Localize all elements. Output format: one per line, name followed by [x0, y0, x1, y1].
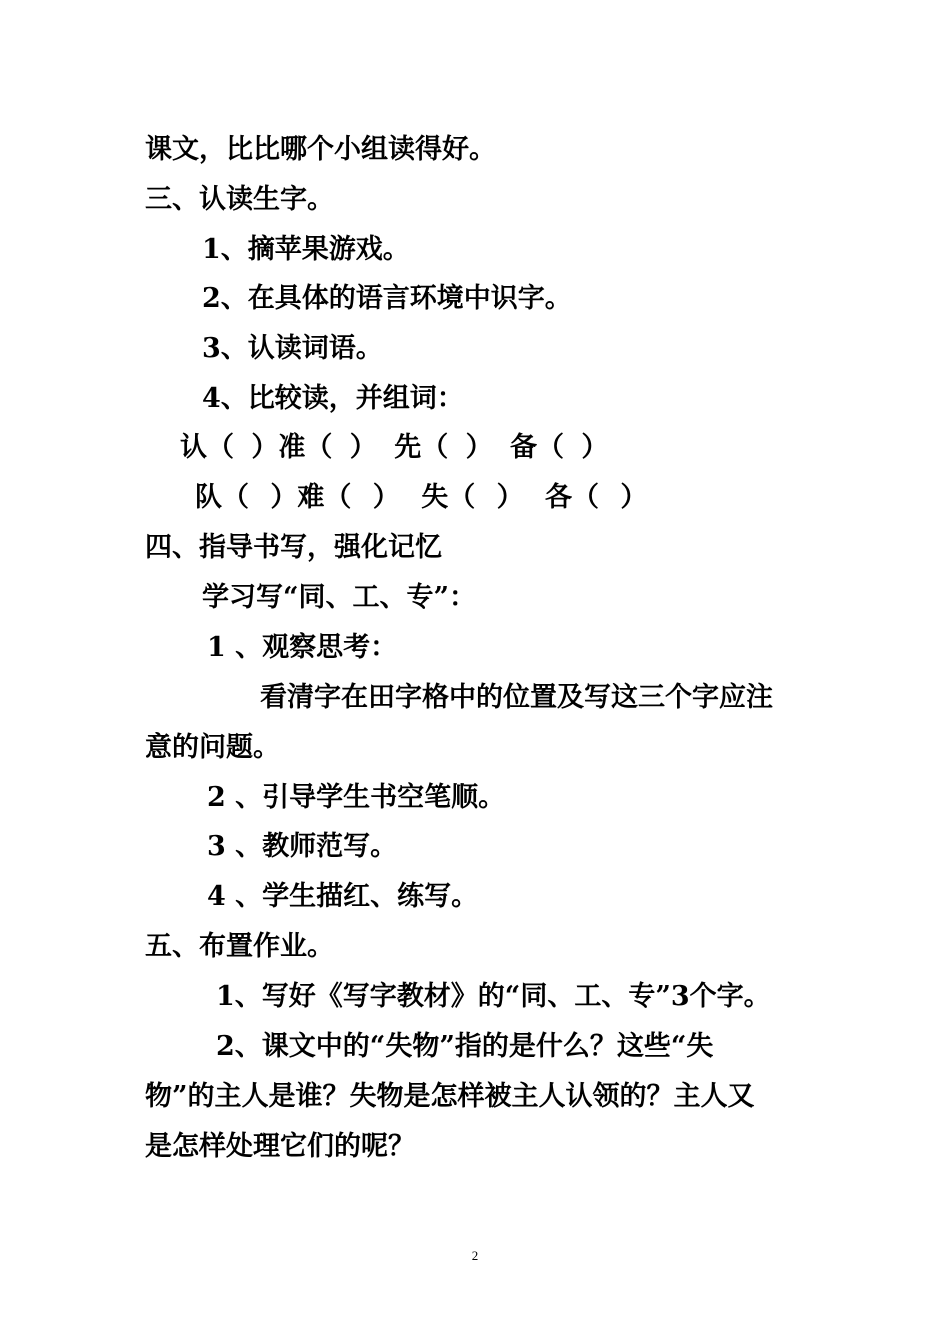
text-line: 意的问题。: [145, 732, 280, 763]
list-item: 1、摘苹果游戏。: [202, 234, 410, 265]
list-item: 4 、学生描红、练写。: [207, 881, 479, 912]
list-item: 2、课文中的“失物”指的是什么？这些“失: [216, 1031, 714, 1062]
text-line: 物”的主人是谁？失物是怎样被主人认领的？主人又: [145, 1081, 755, 1112]
list-item: 3 、教师范写。: [207, 831, 398, 862]
list-item: 4、比较读，并组词：: [202, 383, 464, 414]
list-item: 1 、观察思考：: [207, 632, 398, 663]
text-line: 是怎样处理它们的呢？: [145, 1131, 415, 1162]
word-exercise-row: 队（ ）难（ ） 失（ ） 各（ ）: [195, 482, 648, 513]
list-item: 2 、引导学生书空笔顺。: [207, 782, 506, 813]
list-item: 2、在具体的语言环境中识字。: [202, 283, 572, 314]
section-heading: 三、认读生字。: [145, 184, 334, 215]
section-heading: 五、布置作业。: [145, 931, 334, 962]
section-heading: 四、指导书写，强化记忆: [145, 532, 442, 563]
list-item: 1、写好《写字教材》的“同、工、专”3个字。: [216, 981, 771, 1012]
list-item: 3、认读词语。: [202, 333, 383, 364]
text-line: 学习写“同、工、专”：: [202, 582, 477, 613]
word-exercise-row: 认（ ）准（ ） 先（ ） 备（ ）: [180, 432, 609, 463]
text-line: 看清字在田字格中的位置及写这三个字应注: [260, 682, 773, 713]
text-line: 课文，比比哪个小组读得好。: [145, 134, 496, 165]
page-number: 2: [471, 1248, 479, 1263]
